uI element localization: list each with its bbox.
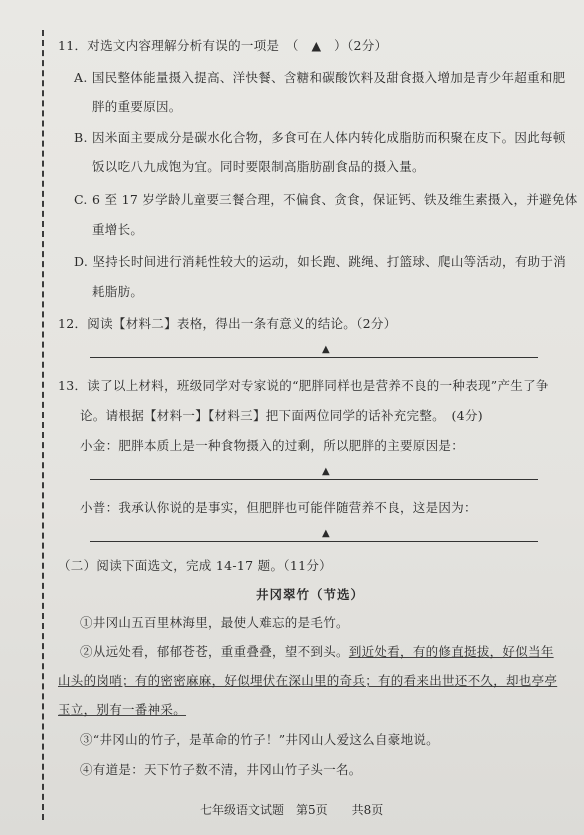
q13-stem-line1: 13．读了以上材料，班级同学对专家说的“肥胖同样也是营养不良的一种表现”产生了争 [58, 378, 549, 393]
q11-option-c-line1: C. 6 至 17 岁学龄儿童要三餐合理，不偏食、贪食，保证钙、铁及维生素摄入，并避免体 [74, 192, 578, 207]
q13-xiaojin-answer-line[interactable] [90, 479, 538, 480]
q12-stem: 12．阅读【材料二】表格，得出一条有意义的结论。（2分） [58, 316, 397, 331]
passage-paragraph-3: ③“井冈山的竹子，是革命的竹子！”井冈山人爱这么自豪地说。 [80, 732, 439, 747]
passage-paragraph-2-part2: 山头的岗哨；有的密密麻麻，好似埋伏在深山里的奇兵；有的看来出世还不久，却也亭亭 [58, 673, 558, 688]
q11-option-d-line2: 耗脂肪。 [92, 284, 144, 299]
binding-line [42, 30, 44, 820]
passage-paragraph-4: ④有道是：天下竹子数不清，井冈山竹子头一名。 [80, 762, 362, 777]
q11-option-c-line2: 重增长。 [92, 222, 144, 237]
passage-paragraph-2-part1: ②从远处看，郁郁苍苍，重重叠叠，望不到头。到近处看，有的修直挺拔，好似当年 [80, 644, 554, 659]
q11-option-b-line1: B. 因米面主要成分是碳水化合物，多食可在人体内转化成脂肪而积聚在皮下。因此每顿 [74, 130, 566, 145]
passage-paragraph-2-part3: 玉立，别有一番神采。 [58, 702, 187, 717]
q12-answer-mark: ▲ [322, 344, 330, 355]
q13-xiaojin-prompt: 小金：肥胖本质上是一种食物摄入的过剩，所以肥胖的主要原因是： [80, 438, 465, 453]
q12-answer-line[interactable] [90, 357, 538, 358]
q11-stem: 11．对选文内容理解分析有误的一项是 （ ▲ ）（2分） [58, 38, 388, 53]
q13-xiaopu-answer-line[interactable] [90, 541, 538, 542]
q13-xiaopu-mark: ▲ [322, 528, 330, 539]
q13-xiaopu-prompt: 小普：我承认你说的是事实，但肥胖也可能伴随营养不良，这是因为： [80, 500, 477, 515]
passage-title: 井冈翠竹（节选） [256, 587, 365, 602]
section2-heading: （二）阅读下面选文，完成 14-17 题。（11分） [58, 558, 332, 573]
underlined-passage: 到近处看，有的修直挺拔，好似当年 [348, 644, 554, 659]
q11-option-a-line2: 胖的重要原因。 [92, 99, 182, 114]
passage-paragraph-1: ①井冈山五百里林海里，最使人难忘的是毛竹。 [80, 615, 349, 630]
page-footer: 七年级语文试题 第5页 共8页 [200, 803, 384, 817]
q11-option-d-line1: D. 坚持长时间进行消耗性较大的运动，如长跑、跳绳、打篮球、爬山等活动，有助于消 [74, 254, 567, 269]
q13-stem-line2: 论。请根据【材料一】【材料三】把下面两位同学的话补充完整。 (4分) [80, 408, 483, 423]
q11-option-b-line2: 饭以吃八九成饱为宜。同时要限制高脂肪副食品的摄入量。 [92, 159, 425, 174]
q11-option-a-line1: A. 国民整体能量摄入提高、洋快餐、含糖和碳酸饮料及甜食摄入增加是青少年超重和肥 [74, 70, 566, 85]
q13-xiaojin-mark: ▲ [322, 466, 330, 477]
